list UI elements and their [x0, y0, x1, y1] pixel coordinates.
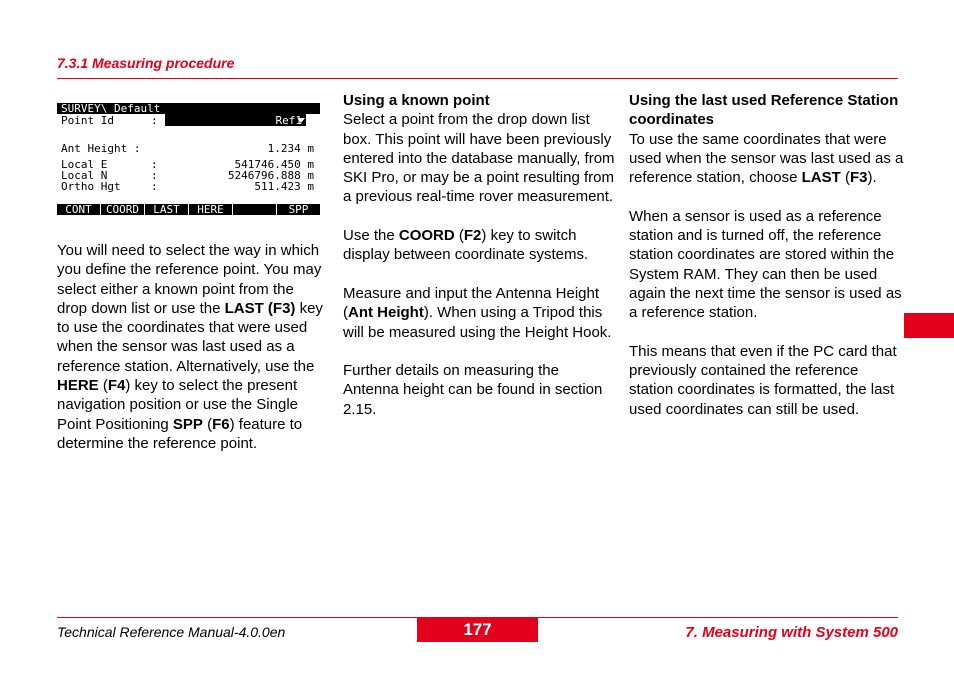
fkey-empty: [233, 204, 277, 215]
header-divider: [57, 78, 898, 79]
function-key-bar: [57, 204, 320, 215]
page-number: 177: [417, 618, 538, 642]
ant-height-label: Ant Height :: [61, 142, 141, 155]
point-id-colon: :: [151, 114, 158, 127]
chapter-side-tab: [904, 313, 954, 338]
paragraph: Use the COORD (F2) key to switch display between coordinate systems.: [343, 227, 589, 264]
ortho-hgt-label: Ortho Hgt: [61, 180, 121, 193]
local-e-value: 541746.450 m: [234, 158, 314, 171]
paragraph: Measure and input the Antenna Height (Ant Height). When using a Tripod this will be measured using the Height Hook.: [343, 284, 612, 341]
column-middle: [343, 91, 618, 419]
column-right: [629, 91, 904, 419]
chapter-title: 7. Measuring with System 500: [685, 624, 898, 641]
local-n-value: 5246796.888 m: [227, 169, 314, 182]
manual-title: Technical Reference Manual-4.0.0en: [57, 624, 286, 640]
paragraph: When a sensor is used as a reference station and is turned off, the reference station coordinates are stored within the System RAM. They can then be used again the next time the sensor is used as a reference station.: [629, 207, 902, 322]
ortho-hgt-value: 511.423 m: [254, 180, 314, 193]
section-header: 7.3.1 Measuring procedure: [57, 55, 235, 71]
paragraph: You will need to select the way in which you define the reference point. You may select either a known point from the drop down list or use the LAST (F3) key to use the coordinates that were used when the sensor was last used as a reference station. Alternatively, use the HERE (F4) key to select the present navigation position or use the Single Point Positioning SPP (F6) feature to determine the reference point.: [57, 242, 323, 452]
ortho-hgt-colon: :: [151, 180, 158, 193]
heading-last-used: Using the last used Reference Station coordinates: [629, 92, 899, 129]
local-e-label: Local E: [61, 158, 108, 171]
ant-height-value: 1.234 m: [267, 142, 314, 155]
column-left: [57, 241, 327, 453]
paragraph: Further details on measuring the Antenna height can be found in section 2.15.: [343, 362, 603, 418]
local-n-colon: :: [151, 169, 158, 182]
instrument-screen: [57, 103, 320, 215]
heading-known-point: Using a known point: [343, 92, 490, 109]
paragraph: To use the same coordinates that were used when the sensor was last used as a reference station, choose LAST (F3).: [629, 130, 904, 187]
fkey-coord: COORD: [101, 204, 145, 215]
fkey-spp: SPP: [277, 204, 320, 215]
point-id-value: Ref1: [275, 114, 302, 127]
point-id-label: Point Id: [61, 114, 114, 127]
screen-title: SURVEY\ Default: [57, 103, 320, 114]
paragraph: This means that even if the PC card that previously contained the reference station coordinates is formatted, the last used coordinates can still be used.: [629, 342, 897, 418]
local-n-label: Local N: [61, 169, 108, 182]
dropdown-arrow-icon: [297, 118, 305, 123]
paragraph: Select a point from the drop down list box. This point will have been previously entered into the database manually, from SKI Pro, or may be a point resulting from a previous real-time rover measurement.: [343, 111, 615, 206]
fkey-here: HERE: [189, 204, 233, 215]
fkey-last: LAST: [145, 204, 189, 215]
local-e-colon: :: [151, 158, 158, 171]
fkey-cont: CONT: [57, 204, 101, 215]
